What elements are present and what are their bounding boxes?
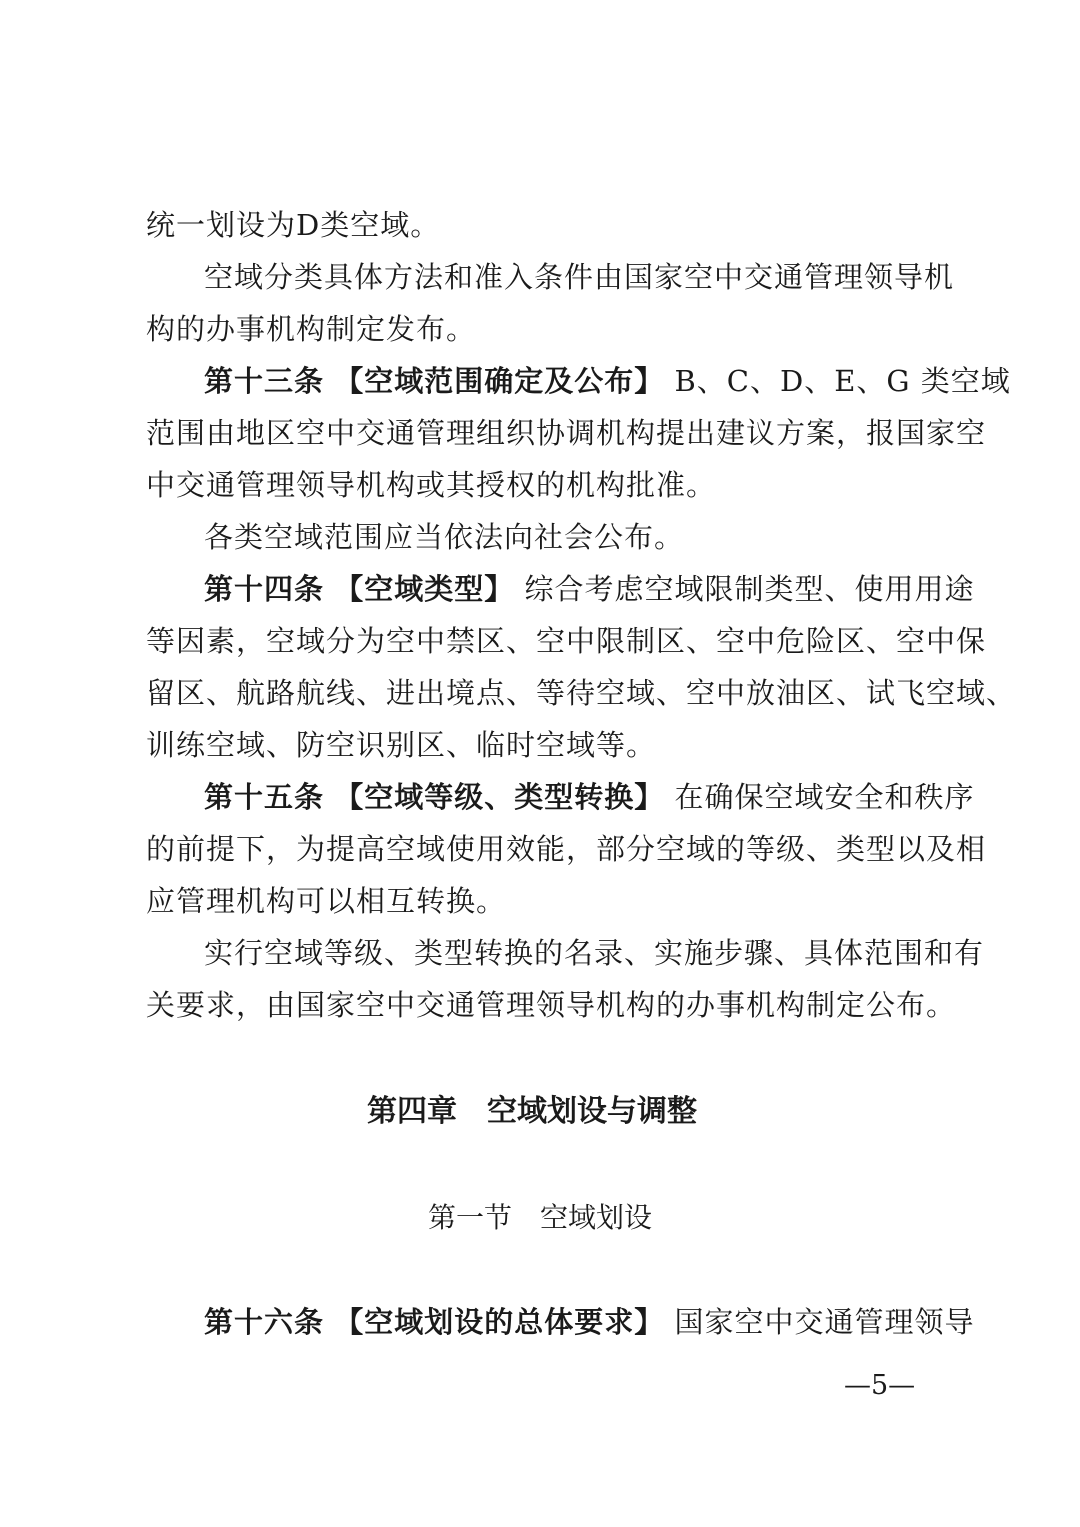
paragraph-text: 留区、航路航线、进出境点、等待空域、空中放油区、试飞空域、 (146, 676, 1017, 710)
article-heading: 【空域范围确定及公布】 (334, 364, 665, 398)
text-line (146, 985, 957, 1025)
article-number: 第十五条 (204, 780, 325, 814)
article-first-line (204, 1302, 975, 1342)
paragraph-text: 关要求，由国家空中交通管理领导机构的办事机构制定公布。 (146, 988, 957, 1022)
text-line (146, 309, 946, 349)
text-line (146, 205, 946, 245)
text-line (146, 465, 946, 505)
paragraph-text: 综合考虑空域限制类型、使用用途 (524, 572, 975, 606)
text-line (146, 673, 1017, 713)
paragraph-text: 国家空中交通管理领导 (674, 1305, 975, 1339)
paragraph-text: 空域分类具体方法和准入条件由国家空中交通管理领导机 (204, 260, 955, 294)
article-heading: 【空域划设的总体要求】 (334, 1305, 665, 1339)
paragraph-text: 在确保空域安全和秩序 (674, 780, 975, 814)
page-number: —5— (844, 1370, 916, 1401)
paragraph-text: 各类空域范围应当依法向社会公布。 (204, 520, 685, 554)
text-line (146, 725, 946, 765)
article-heading: 【空域等级、类型转换】 (334, 780, 665, 814)
text-line (146, 829, 987, 869)
text-line (204, 257, 955, 297)
article-number: 第十三条 (204, 364, 325, 398)
paragraph-text: 统一划设为D类空域。 (146, 208, 441, 242)
article-number: 第十四条 (204, 572, 325, 606)
article-first-line (204, 361, 1011, 401)
article-first-line (204, 569, 975, 609)
text-line (146, 413, 987, 453)
section-title: 第一节 空域划设 (427, 1201, 652, 1234)
text-line (146, 881, 946, 921)
text-line (204, 933, 985, 973)
article-heading: 【空域类型】 (334, 572, 515, 606)
text-line (204, 517, 946, 557)
article-first-line (204, 777, 975, 817)
chapter-title: 第四章 空域划设与调整 (367, 1094, 697, 1129)
paragraph-text: 的前提下，为提高空域使用效能，部分空域的等级、类型以及相 (146, 832, 987, 866)
paragraph-text: 实行空域等级、类型转换的名录、实施步骤、具体范围和有 (204, 936, 985, 970)
paragraph-text: 中交通管理领导机构或其授权的机构批准。 (146, 468, 717, 502)
paragraph-text: 构的办事机构制定发布。 (146, 312, 477, 346)
text-line (146, 621, 987, 661)
paragraph-text: 等因素，空域分为空中禁区、空中限制区、空中危险区、空中保 (146, 624, 987, 658)
paragraph-text: B、C、D、E、G 类空域 (674, 364, 1011, 398)
paragraph-text: 范围由地区空中交通管理组织协调机构提出建议方案，报国家空 (146, 416, 987, 450)
paragraph-text: 应管理机构可以相互转换。 (146, 884, 507, 918)
paragraph-text: 训练空域、防空识别区、临时空域等。 (146, 728, 657, 762)
article-number: 第十六条 (204, 1305, 325, 1339)
